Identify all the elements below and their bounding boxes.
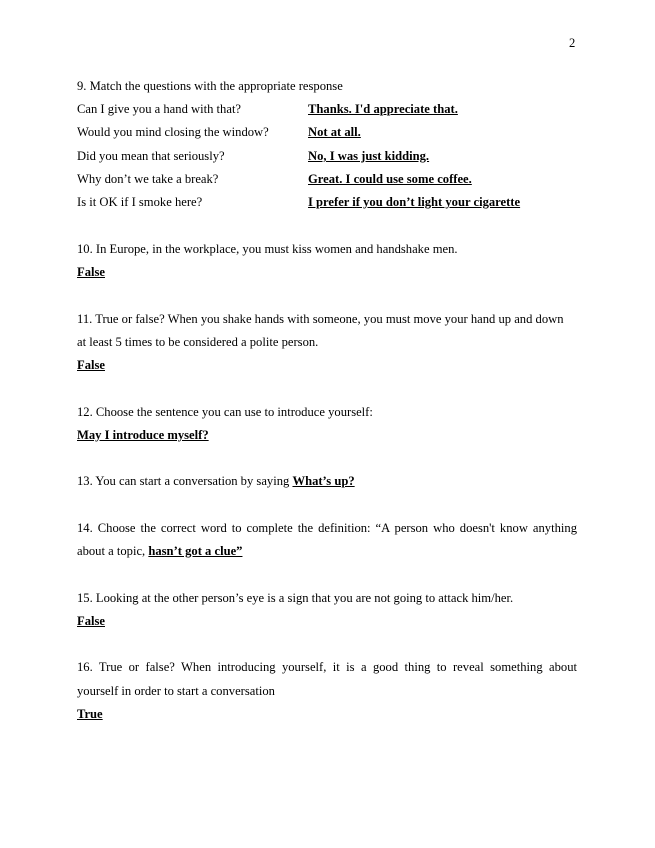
q10-answer: False <box>77 265 105 279</box>
q15-text: 15. Looking at the other person’s eye is a sign that you are not going to attack him/her. <box>77 591 514 605</box>
q9-answer-5: I prefer if you don’t light your cigarette <box>308 195 521 209</box>
q16-line-2: yourself in order to start a conversation <box>77 684 275 698</box>
q14-line-2-text: about a topic, <box>77 544 146 558</box>
q11-line-1: 11. True or false? When you shake hands with someone, you must move your hand up and down <box>77 312 564 326</box>
q13-answer: What’s up? <box>292 474 355 488</box>
q9-question-5: Is it OK if I smoke here? <box>77 195 203 209</box>
q10-text: 10. In Europe, in the workplace, you must kiss women and handshake men. <box>77 242 458 256</box>
q11-answer: False <box>77 358 105 372</box>
q13-line <box>77 474 355 489</box>
q9-answer-1: Thanks. I'd appreciate that. <box>308 102 458 116</box>
q9-question-4: Why don’t we take a break? <box>77 172 219 186</box>
q14-line-1: 14. Choose the correct word to complete the definition: “A person who doesn't know anything <box>77 521 577 535</box>
q9-answer-4: Great. I could use some coffee. <box>308 172 472 186</box>
q14-line-2 <box>77 544 242 559</box>
q9-question-3: Did you mean that seriously? <box>77 149 225 163</box>
q16-line-1: 16. True or false? When introducing yourself, it is a good thing to reveal something about <box>77 660 577 674</box>
q9-prompt: 9. Match the questions with the appropriate response <box>77 79 343 93</box>
q12-answer: May I introduce myself? <box>77 428 209 442</box>
page-number: 2 <box>569 36 576 50</box>
q9-question-1: Can I give you a hand with that? <box>77 102 242 116</box>
q12-text: 12. Choose the sentence you can use to introduce yourself: <box>77 405 373 419</box>
q9-answer-2: Not at all. <box>308 125 361 139</box>
q15-answer: False <box>77 614 105 628</box>
q13-text: 13. You can start a conversation by saying <box>77 474 290 488</box>
q9-question-2: Would you mind closing the window? <box>77 125 269 139</box>
q11-line-2: at least 5 times to be considered a polite person. <box>77 335 319 349</box>
q16-answer: True <box>77 707 103 721</box>
q14-answer: hasn’t got a clue” <box>148 544 243 558</box>
q9-answer-3: No, I was just kidding. <box>308 149 430 163</box>
